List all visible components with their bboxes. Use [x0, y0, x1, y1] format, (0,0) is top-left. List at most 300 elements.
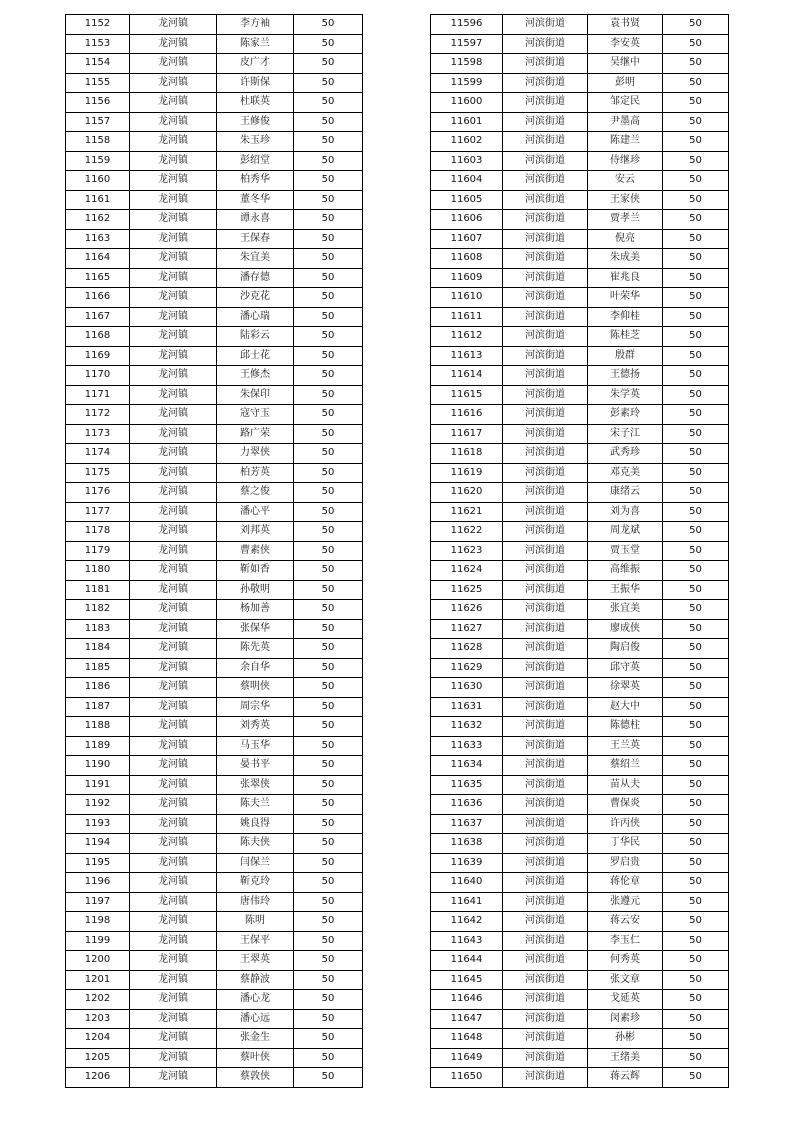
district-cell: 河滨街道 — [503, 658, 588, 678]
amount-cell: 50 — [663, 697, 729, 717]
table-row — [66, 190, 363, 210]
amount-cell: 50 — [294, 307, 363, 327]
district-cell: 龙河镇 — [130, 697, 217, 717]
amount-cell: 50 — [294, 54, 363, 74]
row-number-cell: 1169 — [66, 346, 130, 366]
table-row — [431, 288, 729, 308]
amount-cell: 50 — [294, 619, 363, 639]
name-cell: 余自华 — [217, 658, 294, 678]
amount-cell: 50 — [663, 385, 729, 405]
table-row — [66, 268, 363, 288]
amount-cell: 50 — [663, 814, 729, 834]
row-number-cell: 11598 — [431, 54, 503, 74]
district-cell: 河滨街道 — [503, 522, 588, 542]
row-number-cell: 1197 — [66, 892, 130, 912]
table-row — [431, 697, 729, 717]
amount-cell: 50 — [294, 717, 363, 737]
amount-cell: 50 — [294, 424, 363, 444]
amount-cell: 50 — [663, 190, 729, 210]
table-row — [431, 502, 729, 522]
district-cell: 河滨街道 — [503, 132, 588, 152]
row-number-cell: 1192 — [66, 795, 130, 815]
name-cell: 陈夫侠 — [217, 834, 294, 854]
amount-cell: 50 — [294, 132, 363, 152]
amount-cell: 50 — [294, 385, 363, 405]
amount-cell: 50 — [294, 405, 363, 425]
name-cell: 陈家兰 — [217, 34, 294, 54]
amount-cell: 50 — [663, 15, 729, 35]
amount-cell: 50 — [663, 151, 729, 171]
name-cell: 董冬华 — [217, 190, 294, 210]
table-row — [66, 892, 363, 912]
district-cell: 龙河镇 — [130, 249, 217, 269]
row-number-cell: 11643 — [431, 931, 503, 951]
name-cell: 孙彬 — [588, 1029, 663, 1049]
name-cell: 许斯保 — [217, 73, 294, 93]
district-cell: 龙河镇 — [130, 678, 217, 698]
row-number-cell: 11606 — [431, 210, 503, 230]
row-number-cell: 1186 — [66, 678, 130, 698]
amount-cell: 50 — [663, 346, 729, 366]
row-number-cell: 11611 — [431, 307, 503, 327]
name-cell: 彭素玲 — [588, 405, 663, 425]
table-row — [66, 736, 363, 756]
row-number-cell: 1175 — [66, 463, 130, 483]
row-number-cell: 11632 — [431, 717, 503, 737]
district-cell: 河滨街道 — [503, 249, 588, 269]
name-cell: 尹墨高 — [588, 112, 663, 132]
row-number-cell: 1177 — [66, 502, 130, 522]
district-cell: 河滨街道 — [503, 951, 588, 971]
row-number-cell: 11597 — [431, 34, 503, 54]
row-number-cell: 11599 — [431, 73, 503, 93]
amount-cell: 50 — [663, 1048, 729, 1068]
row-number-cell: 1166 — [66, 288, 130, 308]
name-cell: 靳如香 — [217, 561, 294, 581]
row-number-cell: 11623 — [431, 541, 503, 561]
name-cell: 蒋伦章 — [588, 873, 663, 893]
row-number-cell: 1174 — [66, 444, 130, 464]
name-cell: 李玉仁 — [588, 931, 663, 951]
amount-cell: 50 — [294, 697, 363, 717]
table-row — [66, 444, 363, 464]
row-number-cell: 1160 — [66, 171, 130, 191]
row-number-cell: 1170 — [66, 366, 130, 386]
table-row — [66, 366, 363, 386]
name-cell: 刘秀英 — [217, 717, 294, 737]
table-row — [431, 249, 729, 269]
district-cell: 河滨街道 — [503, 288, 588, 308]
row-number-cell: 11609 — [431, 268, 503, 288]
name-cell: 廖成侠 — [588, 619, 663, 639]
row-number-cell: 11628 — [431, 639, 503, 659]
name-cell: 高维振 — [588, 561, 663, 581]
table-row — [431, 814, 729, 834]
name-cell: 潘心平 — [217, 502, 294, 522]
table-row — [431, 990, 729, 1010]
table-row — [66, 912, 363, 932]
district-cell: 龙河镇 — [130, 151, 217, 171]
row-number-cell: 1163 — [66, 229, 130, 249]
row-number-cell: 1201 — [66, 970, 130, 990]
row-number-cell: 11637 — [431, 814, 503, 834]
amount-cell: 50 — [663, 873, 729, 893]
district-cell: 河滨街道 — [503, 678, 588, 698]
amount-cell: 50 — [294, 736, 363, 756]
amount-cell: 50 — [294, 892, 363, 912]
row-number-cell: 11644 — [431, 951, 503, 971]
row-number-cell: 1202 — [66, 990, 130, 1010]
district-cell: 河滨街道 — [503, 93, 588, 113]
table-row — [431, 775, 729, 795]
name-cell: 陈德柱 — [588, 717, 663, 737]
row-number-cell: 1181 — [66, 580, 130, 600]
table-row — [431, 463, 729, 483]
row-number-cell: 1203 — [66, 1009, 130, 1029]
name-cell: 王德扬 — [588, 366, 663, 386]
table-row — [66, 775, 363, 795]
table-row — [66, 151, 363, 171]
table-row — [66, 580, 363, 600]
amount-cell: 50 — [663, 405, 729, 425]
row-number-cell: 11634 — [431, 756, 503, 776]
district-cell: 河滨街道 — [503, 444, 588, 464]
table-row — [66, 717, 363, 737]
row-number-cell: 11641 — [431, 892, 503, 912]
district-cell: 河滨街道 — [503, 73, 588, 93]
row-number-cell: 11605 — [431, 190, 503, 210]
table-row — [431, 307, 729, 327]
amount-cell: 50 — [663, 112, 729, 132]
district-cell: 龙河镇 — [130, 307, 217, 327]
amount-cell: 50 — [294, 600, 363, 620]
district-cell: 河滨街道 — [503, 639, 588, 659]
row-number-cell: 11645 — [431, 970, 503, 990]
district-cell: 龙河镇 — [130, 931, 217, 951]
amount-cell: 50 — [663, 171, 729, 191]
amount-cell: 50 — [294, 502, 363, 522]
row-number-cell: 11617 — [431, 424, 503, 444]
amount-cell: 50 — [663, 580, 729, 600]
row-number-cell: 1184 — [66, 639, 130, 659]
name-cell: 张遵元 — [588, 892, 663, 912]
name-cell: 张翠侠 — [217, 775, 294, 795]
amount-cell: 50 — [294, 444, 363, 464]
amount-cell: 50 — [294, 1068, 363, 1088]
row-number-cell: 1182 — [66, 600, 130, 620]
name-cell: 柏芳英 — [217, 463, 294, 483]
row-number-cell: 1156 — [66, 93, 130, 113]
row-number-cell: 11604 — [431, 171, 503, 191]
table-row — [66, 34, 363, 54]
district-cell: 龙河镇 — [130, 502, 217, 522]
table-row — [431, 424, 729, 444]
row-number-cell: 11648 — [431, 1029, 503, 1049]
table-row — [431, 619, 729, 639]
row-number-cell: 1157 — [66, 112, 130, 132]
table-row — [66, 327, 363, 347]
district-cell: 龙河镇 — [130, 834, 217, 854]
amount-cell: 50 — [663, 756, 729, 776]
amount-cell: 50 — [294, 93, 363, 113]
district-cell: 龙河镇 — [130, 73, 217, 93]
amount-cell: 50 — [294, 1009, 363, 1029]
row-number-cell: 1198 — [66, 912, 130, 932]
district-cell: 龙河镇 — [130, 756, 217, 776]
name-cell: 潘心龙 — [217, 990, 294, 1010]
amount-cell: 50 — [663, 951, 729, 971]
amount-cell: 50 — [294, 580, 363, 600]
district-cell: 河滨街道 — [503, 210, 588, 230]
amount-cell: 50 — [663, 931, 729, 951]
district-cell: 河滨街道 — [503, 814, 588, 834]
name-cell: 蒋云辉 — [588, 1068, 663, 1088]
table-row — [66, 385, 363, 405]
district-cell: 河滨街道 — [503, 619, 588, 639]
name-cell: 杜联英 — [217, 93, 294, 113]
table-row — [66, 171, 363, 191]
name-cell: 蔡静波 — [217, 970, 294, 990]
table-row — [431, 151, 729, 171]
row-number-cell: 1190 — [66, 756, 130, 776]
table-row — [431, 385, 729, 405]
district-cell: 龙河镇 — [130, 522, 217, 542]
district-cell: 龙河镇 — [130, 15, 217, 35]
amount-cell: 50 — [663, 912, 729, 932]
district-cell: 河滨街道 — [503, 54, 588, 74]
district-cell: 龙河镇 — [130, 873, 217, 893]
name-cell: 赵大中 — [588, 697, 663, 717]
name-cell: 蔡明侠 — [217, 678, 294, 698]
row-number-cell: 11600 — [431, 93, 503, 113]
amount-cell: 50 — [294, 639, 363, 659]
amount-cell: 50 — [663, 93, 729, 113]
district-cell: 龙河镇 — [130, 814, 217, 834]
amount-cell: 50 — [663, 463, 729, 483]
name-cell: 孙敬明 — [217, 580, 294, 600]
row-number-cell: 11646 — [431, 990, 503, 1010]
table-row — [66, 561, 363, 581]
row-number-cell: 11618 — [431, 444, 503, 464]
table-row — [66, 853, 363, 873]
name-cell: 杨加善 — [217, 600, 294, 620]
name-cell: 寇守玉 — [217, 405, 294, 425]
name-cell: 王家侠 — [588, 190, 663, 210]
right-table — [430, 14, 729, 1088]
district-cell: 龙河镇 — [130, 892, 217, 912]
name-cell: 徐翠英 — [588, 678, 663, 698]
amount-cell: 50 — [294, 249, 363, 269]
district-cell: 河滨街道 — [503, 405, 588, 425]
district-cell: 龙河镇 — [130, 795, 217, 815]
name-cell: 姚良得 — [217, 814, 294, 834]
amount-cell: 50 — [294, 112, 363, 132]
district-cell: 龙河镇 — [130, 619, 217, 639]
row-number-cell: 11633 — [431, 736, 503, 756]
table-row — [66, 405, 363, 425]
district-cell: 河滨街道 — [503, 1048, 588, 1068]
table-row — [431, 970, 729, 990]
table-row — [66, 249, 363, 269]
table-row — [66, 970, 363, 990]
row-number-cell: 1159 — [66, 151, 130, 171]
name-cell: 张保华 — [217, 619, 294, 639]
row-number-cell: 1153 — [66, 34, 130, 54]
district-cell: 河滨街道 — [503, 190, 588, 210]
table-row — [66, 756, 363, 776]
name-cell: 侍继珍 — [588, 151, 663, 171]
row-number-cell: 11627 — [431, 619, 503, 639]
row-number-cell: 1187 — [66, 697, 130, 717]
row-number-cell: 1168 — [66, 327, 130, 347]
table-row — [431, 1029, 729, 1049]
name-cell: 蔡叶侠 — [217, 1048, 294, 1068]
district-cell: 龙河镇 — [130, 385, 217, 405]
table-row — [66, 697, 363, 717]
district-cell: 龙河镇 — [130, 327, 217, 347]
row-number-cell: 1164 — [66, 249, 130, 269]
row-number-cell: 1189 — [66, 736, 130, 756]
name-cell: 李方袖 — [217, 15, 294, 35]
row-number-cell: 1173 — [66, 424, 130, 444]
amount-cell: 50 — [294, 756, 363, 776]
district-cell: 河滨街道 — [503, 151, 588, 171]
amount-cell: 50 — [294, 834, 363, 854]
district-cell: 龙河镇 — [130, 229, 217, 249]
table-row — [431, 346, 729, 366]
table-row — [66, 873, 363, 893]
amount-cell: 50 — [663, 288, 729, 308]
district-cell: 龙河镇 — [130, 951, 217, 971]
district-cell: 河滨街道 — [503, 112, 588, 132]
row-number-cell: 1194 — [66, 834, 130, 854]
row-number-cell: 1154 — [66, 54, 130, 74]
table-row — [66, 288, 363, 308]
table-row — [431, 931, 729, 951]
district-cell: 河滨街道 — [503, 873, 588, 893]
amount-cell: 50 — [294, 912, 363, 932]
name-cell: 王绪美 — [588, 1048, 663, 1068]
amount-cell: 50 — [294, 658, 363, 678]
amount-cell: 50 — [294, 73, 363, 93]
district-cell: 河滨街道 — [503, 541, 588, 561]
table-row — [431, 54, 729, 74]
name-cell: 唐伟玲 — [217, 892, 294, 912]
row-number-cell: 11638 — [431, 834, 503, 854]
district-cell: 河滨街道 — [503, 346, 588, 366]
row-number-cell: 11603 — [431, 151, 503, 171]
district-cell: 龙河镇 — [130, 541, 217, 561]
table-row — [66, 795, 363, 815]
table-row — [431, 912, 729, 932]
district-cell: 河滨街道 — [503, 931, 588, 951]
amount-cell: 50 — [294, 853, 363, 873]
name-cell: 蔡敦侠 — [217, 1068, 294, 1088]
table-row — [66, 15, 363, 35]
table-row — [431, 795, 729, 815]
row-number-cell: 1176 — [66, 483, 130, 503]
table-row — [431, 892, 729, 912]
amount-cell: 50 — [294, 171, 363, 191]
name-cell: 皮广才 — [217, 54, 294, 74]
name-cell: 贾玉堂 — [588, 541, 663, 561]
district-cell: 龙河镇 — [130, 132, 217, 152]
district-cell: 河滨街道 — [503, 366, 588, 386]
table-row — [66, 951, 363, 971]
name-cell: 马玉华 — [217, 736, 294, 756]
district-cell: 龙河镇 — [130, 658, 217, 678]
name-cell: 倪亮 — [588, 229, 663, 249]
district-cell: 河滨街道 — [503, 385, 588, 405]
name-cell: 潘心远 — [217, 1009, 294, 1029]
row-number-cell: 11621 — [431, 502, 503, 522]
amount-cell: 50 — [663, 775, 729, 795]
row-number-cell: 11650 — [431, 1068, 503, 1088]
amount-cell: 50 — [663, 561, 729, 581]
amount-cell: 50 — [663, 600, 729, 620]
row-number-cell: 1180 — [66, 561, 130, 581]
district-cell: 河滨街道 — [503, 463, 588, 483]
name-cell: 邱守英 — [588, 658, 663, 678]
table-row — [431, 405, 729, 425]
table-row — [431, 229, 729, 249]
table-row — [431, 658, 729, 678]
amount-cell: 50 — [294, 541, 363, 561]
district-cell: 河滨街道 — [503, 171, 588, 191]
amount-cell: 50 — [663, 210, 729, 230]
amount-cell: 50 — [663, 834, 729, 854]
row-number-cell: 11625 — [431, 580, 503, 600]
district-cell: 龙河镇 — [130, 268, 217, 288]
district-cell: 龙河镇 — [130, 405, 217, 425]
table-row — [66, 132, 363, 152]
row-number-cell: 1200 — [66, 951, 130, 971]
table-row — [66, 600, 363, 620]
name-cell: 柏秀华 — [217, 171, 294, 191]
district-cell: 龙河镇 — [130, 483, 217, 503]
row-number-cell: 1185 — [66, 658, 130, 678]
district-cell: 河滨街道 — [503, 229, 588, 249]
table-row — [431, 171, 729, 191]
district-cell: 龙河镇 — [130, 366, 217, 386]
row-number-cell: 11622 — [431, 522, 503, 542]
table-row — [66, 814, 363, 834]
row-number-cell: 1162 — [66, 210, 130, 230]
district-cell: 河滨街道 — [503, 795, 588, 815]
table-row — [66, 834, 363, 854]
table-row — [431, 756, 729, 776]
district-cell: 龙河镇 — [130, 580, 217, 600]
district-cell: 龙河镇 — [130, 639, 217, 659]
name-cell: 邓克美 — [588, 463, 663, 483]
district-cell: 河滨街道 — [503, 483, 588, 503]
amount-cell: 50 — [294, 366, 363, 386]
row-number-cell: 1165 — [66, 268, 130, 288]
row-number-cell: 11601 — [431, 112, 503, 132]
row-number-cell: 1205 — [66, 1048, 130, 1068]
table-row — [66, 112, 363, 132]
name-cell: 叶荣华 — [588, 288, 663, 308]
name-cell: 苗从夫 — [588, 775, 663, 795]
name-cell: 沙克花 — [217, 288, 294, 308]
amount-cell: 50 — [663, 678, 729, 698]
district-cell: 龙河镇 — [130, 990, 217, 1010]
amount-cell: 50 — [663, 522, 729, 542]
amount-cell: 50 — [663, 424, 729, 444]
amount-cell: 50 — [294, 561, 363, 581]
district-cell: 龙河镇 — [130, 1068, 217, 1088]
amount-cell: 50 — [663, 307, 729, 327]
